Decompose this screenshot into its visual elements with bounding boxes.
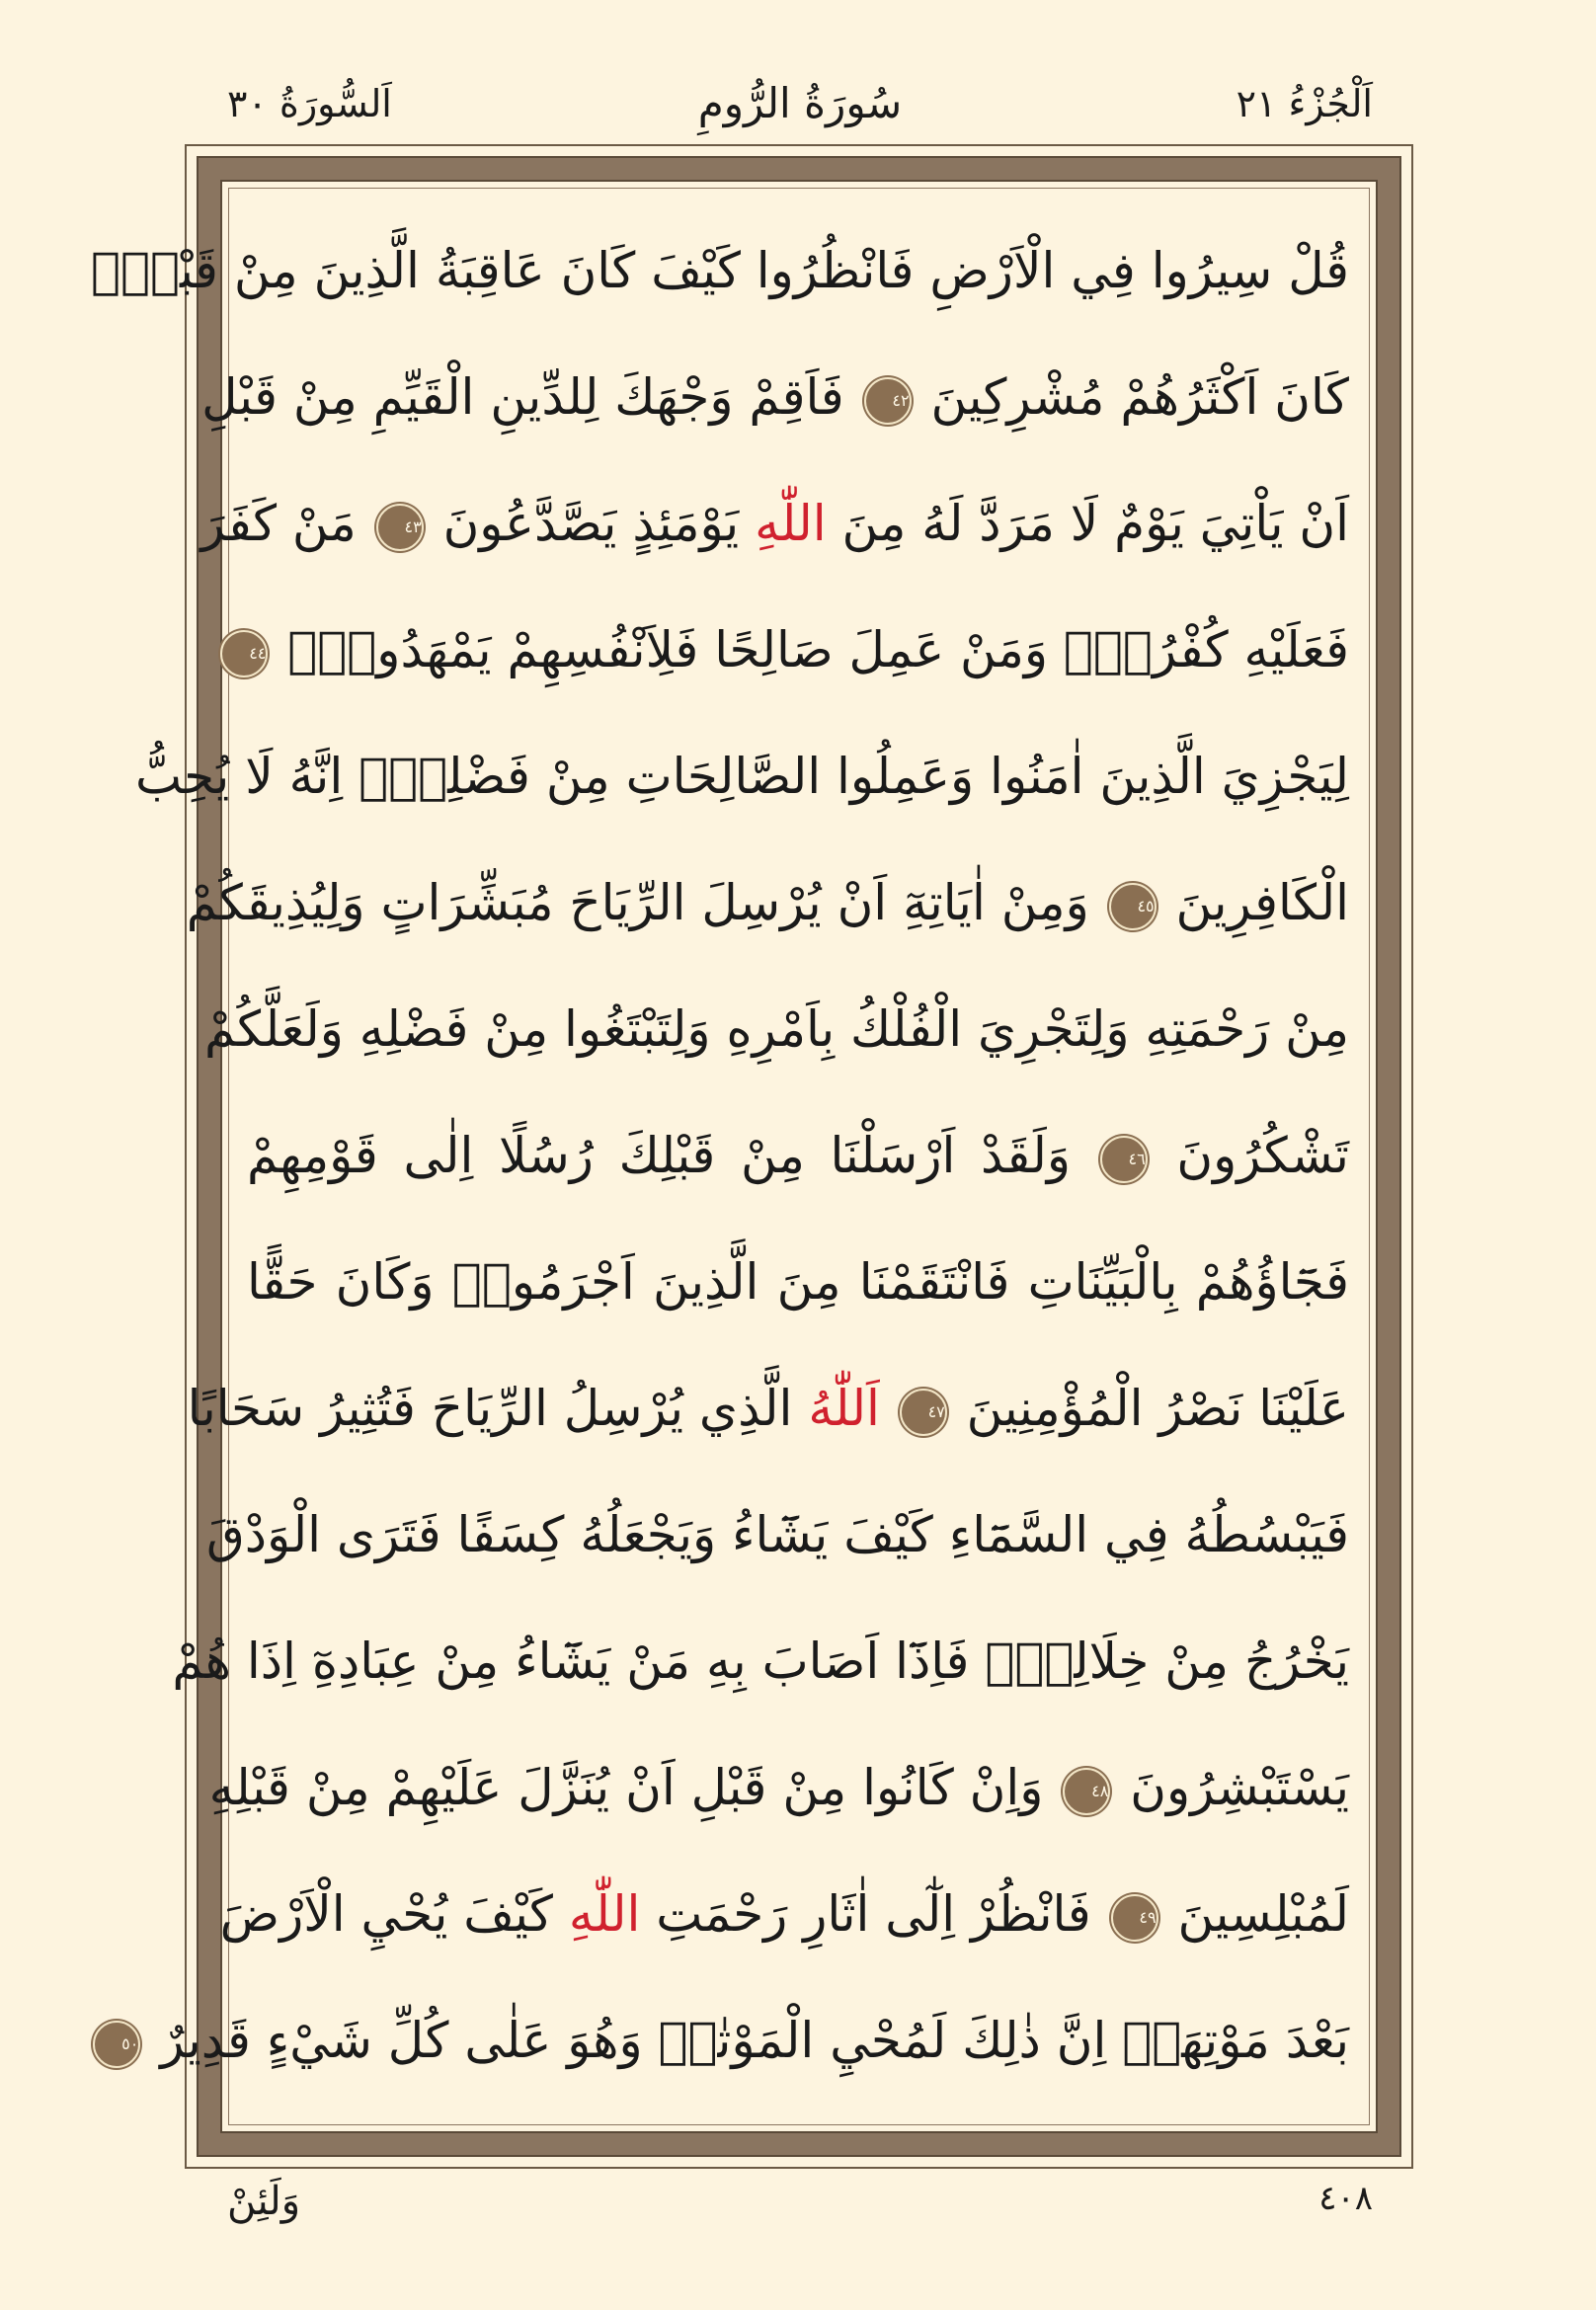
text-line: [186, 839, 1349, 966]
divine-name: اللّٰهِ: [568, 1885, 641, 1943]
verse-text: وَاِنْ كَانُوا مِنْ قَبْلِ اَنْ يُنَزَّلَ عَلَيْهِمْ مِنْ قَبْلِهِ: [208, 1759, 1044, 1816]
verse-text: لِيَجْزِيَ الَّذِينَ اٰمَنُوا وَعَمِلُوا الصَّالِحَاتِ مِنْ فَضْلِهِۜ اِنَّهُ لَا يُحِبُّ: [135, 748, 1349, 805]
verse-text: كَانَ اَكْثَرُهُمْ مُشْرِكِينَ: [930, 368, 1349, 426]
verse-text: يَسْتَبْشِرُونَ: [1130, 1759, 1349, 1816]
catchword: وَلَئِنْ: [227, 2179, 301, 2224]
verse-text: عَلَيْنَا نَصْرُ الْمُؤْمِنِينَ: [966, 1380, 1349, 1437]
text-line: [172, 1598, 1349, 1724]
surah-title: سُورَةُ الرُّومِ: [697, 79, 903, 127]
verse-text: وَلَقَدْ اَرْسَلْنَا مِنْ قَبْلِكَ رُسُلًا اِلٰى قَوْمِهِمْ: [247, 1127, 1071, 1184]
verse-text: قُلْ سِيرُوا فِي الْاَرْضِ فَانْظُرُوا كَيْفَ كَانَ عَاقِبَةُ الَّذِينَ مِنْ قَبْلُۜ: [90, 242, 1349, 299]
ayah-number-marker: ٤٢: [864, 377, 912, 425]
text-line: [203, 966, 1349, 1092]
text-line: [135, 713, 1349, 839]
verse-text: يَخْرُجُ مِنْ خِلَالِهِۚ فَاِذَٓا اَصَابَ بِهِ مَنْ يَشَٓاءُ مِنْ عِبَادِهِٓ اِذَا هُمْ: [172, 1633, 1349, 1690]
ayah-number-marker: ٤٥: [1109, 883, 1157, 930]
ayah-number-marker: ٤٣: [376, 504, 424, 551]
quran-text-block: [90, 207, 1349, 2104]
text-line: [200, 460, 1349, 587]
ayah-number-marker: ٤٧: [900, 1389, 947, 1436]
text-line: [247, 587, 1349, 713]
text-line: [187, 1345, 1349, 1472]
text-line: [208, 1724, 1349, 1851]
ayah-number-marker: ٤٦: [1100, 1136, 1148, 1183]
verse-text: اَنْ يَاْتِيَ يَوْمٌ لَا مَرَدَّ لَهُ مِنَ: [841, 495, 1349, 552]
text-line: [219, 1851, 1349, 1977]
verse-text: الَّذِي يُرْسِلُ الرِّيَاحَ فَتُثِيرُ سَحَابًا: [187, 1380, 793, 1437]
verse-text: لَمُبْلِسِينَ: [1177, 1885, 1349, 1943]
verse-text: الْكَافِرِينَ: [1175, 874, 1349, 931]
page-footer: [227, 2169, 1373, 2248]
verse-text: كَيْفَ يُحْيِ الْاَرْضَ: [219, 1885, 553, 1943]
verse-text: وَمِنْ اٰيَاتِهِٓ اَنْ يُرْسِلَ الرِّيَاحَ مُبَشِّرَاتٍ وَلِيُذِيقَكُمْ: [186, 874, 1089, 931]
verse-text: مَنْ كَفَرَ: [200, 495, 357, 552]
page-number: ٤٠٨: [1318, 2179, 1373, 2218]
text-line: [121, 1977, 1349, 2104]
verse-text: فَعَلَيْهِ كُفْرُهُۚ وَمَنْ عَمِلَ صَالِحًا فَلِاَنْفُسِهِمْ يَمْهَدُونَۙ: [287, 621, 1349, 678]
page-header: [227, 69, 1373, 138]
text-line: [247, 1092, 1349, 1219]
ayah-number-marker: ٤٩: [1111, 1894, 1158, 1942]
verse-text: بَعْدَ مَوْتِهَاۜ اِنَّ ذٰلِكَ لَمُحْيِ الْمَوْتٰىۚ وَهُوَ عَلٰى كُلِّ شَيْءٍ قَدِيرٌ: [160, 2012, 1349, 2069]
juz-label: اَلْجُزْءُ ٢١: [1236, 82, 1373, 125]
text-line: [90, 207, 1349, 334]
text-line: [205, 1472, 1349, 1598]
ayah-number-marker: ٥٠: [93, 2021, 140, 2068]
verse-text: مِنْ رَحْمَتِهِ وَلِتَجْرِيَ الْفُلْكُ بِاَمْرِهِ وَلِتَبْتَغُوا مِنْ فَضْلِهِ وَلَعَلَّكُمْ: [203, 1000, 1349, 1058]
divine-name: اَللّٰهُ: [808, 1380, 880, 1437]
verse-text: فَانْظُرْ اِلٰٓى اٰثَارِ رَحْمَتِ: [656, 1885, 1091, 1943]
verse-text: فَاَقِمْ وَجْهَكَ لِلدِّينِ الْقَيِّمِ مِنْ قَبْلِ: [201, 368, 844, 426]
ayah-number-marker: ٤٤: [220, 630, 268, 677]
verse-text: يَوْمَئِذٍ يَصَّدَّعُونَ: [442, 495, 740, 552]
text-line: [247, 1219, 1349, 1345]
surah-number-label: اَلسُّورَةُ ٣٠: [227, 82, 392, 125]
verse-text: تَشْكُرُونَ: [1176, 1127, 1349, 1184]
ayah-number-marker: ٤٨: [1063, 1768, 1110, 1815]
verse-text: فَيَبْسُطُهُ فِي السَّمَٓاءِ كَيْفَ يَشَٓاءُ وَيَجْعَلُهُ كِسَفًا فَتَرَى الْوَدْقَ: [205, 1506, 1349, 1563]
text-line: [201, 334, 1349, 460]
verse-text: فَجَٓاؤُهُمْ بِالْبَيِّنَاتِ فَانْتَقَمْنَا مِنَ الَّذِينَ اَجْرَمُواۜ وَكَانَ حَقًّا: [247, 1253, 1349, 1311]
divine-name: اللّٰهِ: [755, 495, 827, 552]
